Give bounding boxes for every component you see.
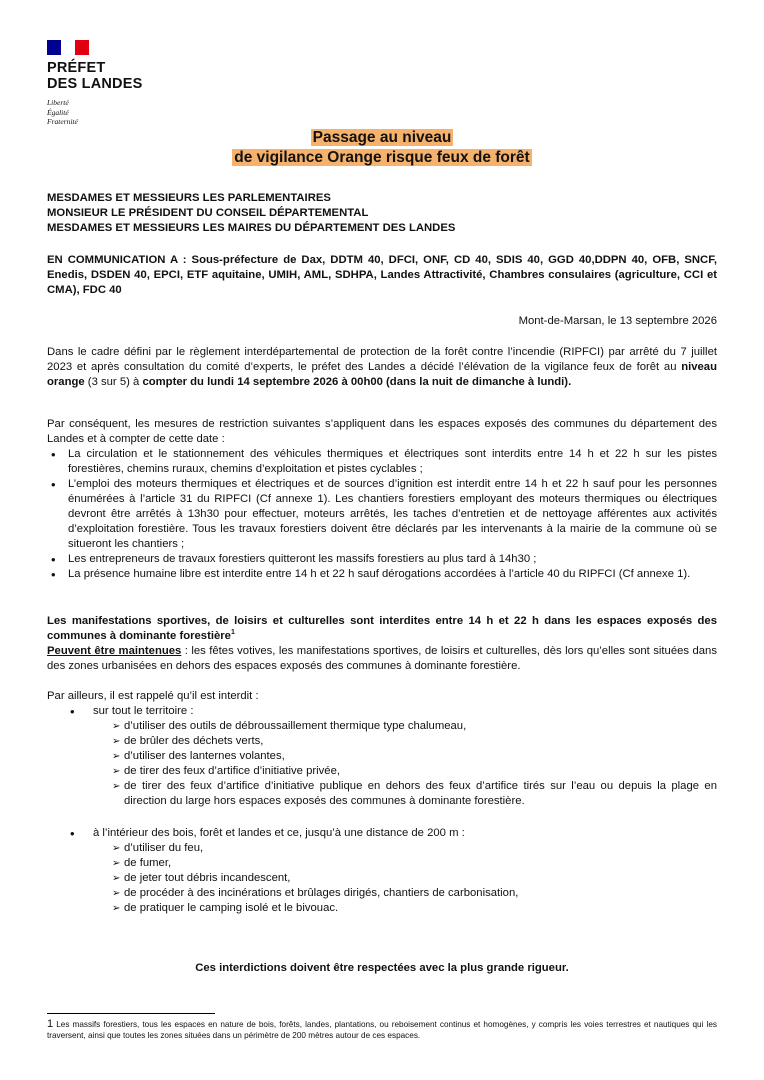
footnote: 1 Les massifs forestiers, tous les espaces en nature de bois, forêts, landes, plantations, ou reboisement continus et homogènes, y compris les voies terrestres et nautiques qui les traversent, ainsi que toutes les zones situées dans un périmètre de 200 mètres autour de ces espaces. — [47, 1018, 717, 1040]
title-line-2: de vigilance Orange risque feux de forêt — [234, 149, 530, 166]
title-line-1: Passage au niveau — [312, 129, 452, 146]
list-item: ➢ de brûler des déchets verts, — [112, 735, 264, 747]
reminder-intro: Par ailleurs, il est rappelé qu’il est interdit : — [47, 690, 259, 702]
prefecture-logo — [47, 40, 142, 127]
reminder-group-2 — [47, 826, 717, 916]
motto: Liberté Égalité Fraternité — [47, 98, 78, 126]
list-item: ➢ de fumer, — [112, 857, 172, 869]
intro-paragraph: Dans le cadre défini par le règlement interdépartemental de protection de la forêt contre l’incendie (RIPFCI) par arrêté du 7 juillet 2023 et après consultation du comité d’experts, le préfet des Landes a décidé l’élévation de la vigilance feux de forêt au niveau orange (3 sur 5) à compter du lundi 14 septembre 2026 à 00h00 (dans la nuit de dimanche à lundi). — [47, 346, 717, 388]
list-item: ➢ d’utiliser des outils de débroussaillement thermique type chalumeau, — [112, 720, 467, 732]
list-item: ➢ de tirer des feux d’artifice d’initiative privée, — [112, 765, 340, 777]
list-item: • L’emploi des moteurs thermiques et électriques et de sources d’ignition est interdit entre 14 h et 22 h sauf pour les personnes énumérées à l’article 31 du RIPFCI (Cf annexe 1). Les chantiers forestiers employant des moteurs thermiques ou électriques devront être arrêtés à 13h30 pour effectuer, moteurs arrêtés, les taches d’entretien et de nettoyage afférentes aux activités d’exploitation forestière. Tous les travaux forestiers doivent être déclarés par les intervenants à la mairie de la commune où se situeront les chantiers ; — [47, 477, 717, 552]
arrow-icon: ➢ — [112, 736, 121, 747]
measures-section — [47, 417, 717, 582]
list-item: ➢ de procéder à des incinérations et brûlages dirigés, chantiers de carbonisation, — [112, 887, 519, 899]
events-maintained: Peuvent être maintenues : les fêtes votives, les manifestations sportives, de loisirs et culturelles, dès lors qu’elles sont situées dans des zones urbanisées en dehors des espaces exposés des communes à dominante forestière. — [47, 645, 717, 672]
page-title — [0, 128, 764, 168]
footnote-ref: 1 — [230, 629, 235, 637]
list-item: • La circulation et le stationnement des véhicules thermiques et électriques sont interdits entre 14 h et 22 h sur les pistes forestières, chemins ruraux, chemins d’exploitation et pistes cyclables ; — [47, 447, 717, 477]
group-label: • sur tout le territoire : — [47, 704, 717, 719]
list-item: ➢ de jeter tout débris incandescent, — [112, 872, 291, 884]
arrow-icon: ➢ — [112, 781, 121, 792]
reminder-section — [47, 689, 717, 809]
recipients: MESDAMES ET MESSIEURS LES PARLEMENTAIRES MONSIEUR LE PRÉSIDENT DU CONSEIL DÉPARTEMENTAL MESDAMES ET MESSIEURS LES MAIRES DU DÉPARTEMENT DES LANDES — [47, 192, 456, 234]
logo-title: PRÉFET DES LANDES — [47, 60, 143, 92]
arrow-icon: ➢ — [112, 858, 121, 869]
arrow-icon: ➢ — [112, 888, 121, 899]
closing-statement: Ces interdictions doivent être respectées avec la plus grande rigueur. — [195, 962, 569, 974]
measures-intro: Par conséquent, les mesures de restriction suivantes s’appliquent dans les espaces exposés des communes du département des Landes et à compter de cette date : — [47, 418, 717, 445]
list-item: ➢ d’utiliser des lanternes volantes, — [112, 750, 285, 762]
group2-list — [47, 841, 717, 916]
arrow-icon: ➢ — [112, 903, 121, 914]
events-ban: Les manifestations sportives, de loisirs et culturelles sont interdites entre 14 h et 22 h dans les espaces exposés des communes à dominante forestière$^1$ — [47, 615, 717, 642]
list-item: ➢ de tirer des feux d’artifice d’initiative publique en dehors des feux d’artifice tirés sur l’eau ou depuis la plage en direction du large hors espaces exposés des communes à dominante forestière. — [112, 780, 717, 807]
group-label: • à l’intérieur des bois, forêt et landes et ce, jusqu’à une distance de 200 m : — [47, 826, 717, 841]
footnote-divider — [47, 1013, 215, 1014]
arrow-icon: ➢ — [112, 721, 121, 732]
date-line: Mont-de-Marsan, le 13 septembre 2026 — [518, 315, 717, 327]
arrow-icon: ➢ — [112, 751, 121, 762]
arrow-icon: ➢ — [112, 843, 121, 854]
arrow-icon: ➢ — [112, 766, 121, 777]
events-section — [47, 614, 717, 674]
measures-list — [47, 447, 717, 582]
group1-list — [47, 719, 717, 809]
communication-list: EN COMMUNICATION A : Sous-préfecture de Dax, DDTM 40, DFCI, ONF, CD 40, SDIS 40, GGD 40,DDPN 40, OFB, SNCF, Enedis, DSDEN 40, EPCI, ETF aquitaine, UMIH, AML, SDHPA, Landes Attractivité, Chambres consulaires (agriculture, CCI et CMA), FDC 40 — [47, 254, 717, 296]
marianne-flag-icon — [47, 40, 89, 55]
list-item: • Les entrepreneurs de travaux forestiers quitteront les massifs forestiers au plus tard à 14h30 ; — [47, 552, 717, 567]
list-item: ➢ d’utiliser du feu, — [112, 842, 204, 854]
arrow-icon: ➢ — [112, 873, 121, 884]
list-item: ➢ de pratiquer le camping isolé et le bivouac. — [112, 902, 339, 914]
list-item: • La présence humaine libre est interdite entre 14 h et 22 h sauf dérogations accordées à l’article 40 du RIPFCI (Cf annexe 1). — [47, 567, 717, 582]
